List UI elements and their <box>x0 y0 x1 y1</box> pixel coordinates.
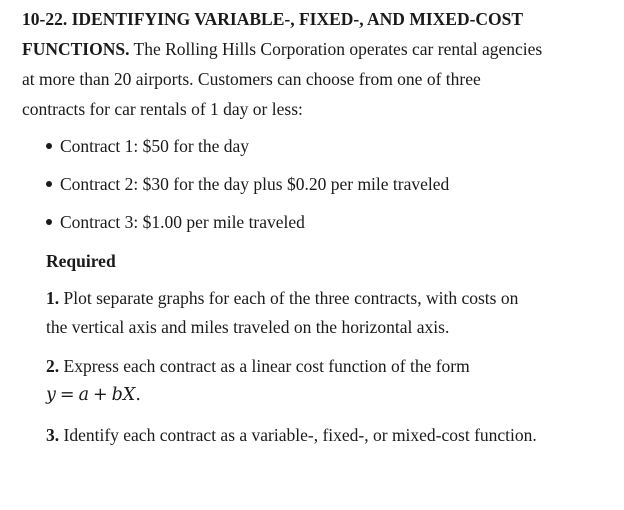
required-item-number: 2. <box>46 356 60 376</box>
required-item-1-line2: the vertical axis and miles traveled on the horizontal axis. <box>46 317 450 337</box>
contract-item <box>46 211 305 233</box>
required-item-number: 3. <box>46 425 60 445</box>
contract-label: Contract 2: $30 for the day plus $0.20 per mile traveled <box>60 174 450 194</box>
problem-number: 10-22. <box>22 9 68 29</box>
bullet-icon <box>46 219 52 225</box>
bullet-icon <box>46 143 52 149</box>
problem-title-part2: FUNCTIONS. <box>22 39 130 59</box>
required-item-text: Identify each contract as a variable-, fixed-, or mixed-cost function. <box>63 425 537 445</box>
formula-plus: + <box>93 385 108 405</box>
problem-title-part1: IDENTIFYING VARIABLE-, FIXED-, AND MIXED-COST <box>71 9 524 29</box>
formula-equals: = <box>59 385 75 405</box>
required-heading: Required <box>46 251 116 271</box>
contract-item <box>46 173 449 195</box>
required-item-text: Plot separate graphs for each of the three contracts, with costs on <box>63 288 519 308</box>
contract-label: Contract 3: $1.00 per mile traveled <box>60 212 305 232</box>
formula-a: a <box>78 385 89 405</box>
required-item-3-line1 <box>46 424 537 446</box>
intro-text-line1: The Rolling Hills Corporation operates car rental agencies <box>133 39 543 59</box>
formula-period: . <box>135 385 141 405</box>
required-item-1-line1 <box>46 287 518 309</box>
problem-heading-line2 <box>22 38 542 60</box>
required-item-2-line1 <box>46 355 470 377</box>
problem-heading-line1 <box>22 8 523 30</box>
contract-label: Contract 1: $50 for the day <box>60 136 250 156</box>
required-item-number: 1. <box>46 288 60 308</box>
formula-bx: bX <box>111 385 136 405</box>
required-item-text: Express each contract as a linear cost function of the form <box>63 356 470 376</box>
cost-function-formula <box>46 384 141 406</box>
intro-text-line3: contracts for car rentals of 1 day or less: <box>22 99 303 119</box>
contract-item <box>46 135 249 157</box>
intro-text-line2: at more than 20 airports. Customers can choose from one of three <box>22 69 481 89</box>
formula-y: y <box>46 385 56 405</box>
bullet-icon <box>46 181 52 187</box>
